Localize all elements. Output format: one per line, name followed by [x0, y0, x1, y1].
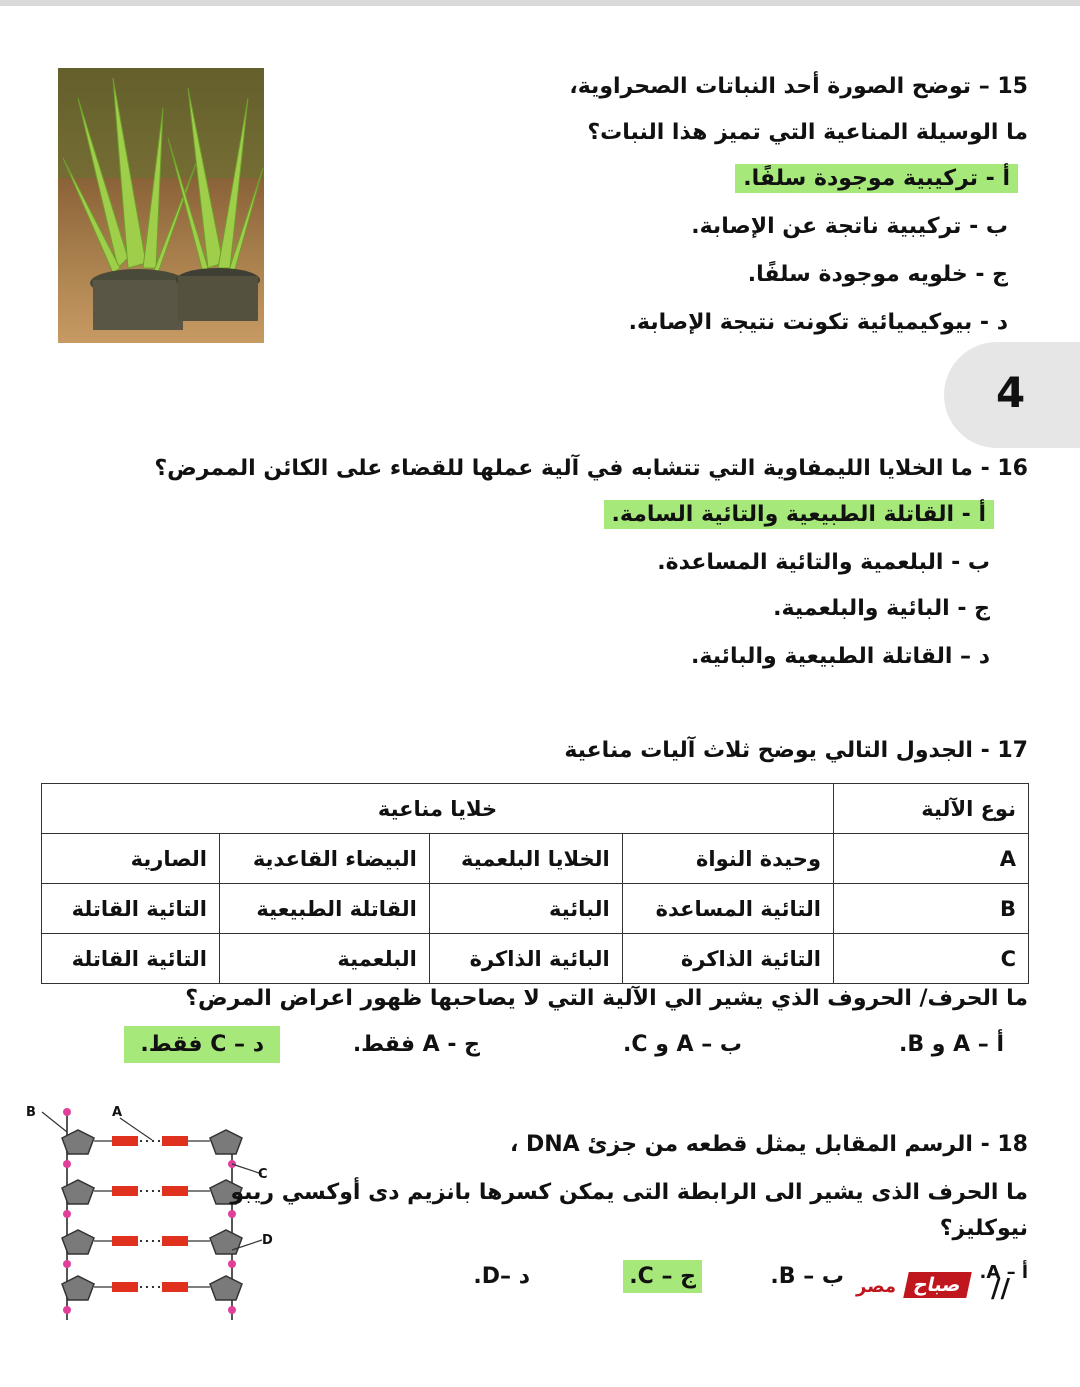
dna-segment-diagram	[22, 1100, 292, 1330]
table-cell: الخلايا البلعمية	[429, 834, 622, 884]
q16-option-d[interactable]: د – القاتلة الطبيعية والبائية.	[691, 644, 990, 669]
table-cell: التائية القاتلة	[42, 884, 220, 934]
table-row	[42, 834, 1029, 884]
q17-option-a[interactable]: أ – A و B.	[898, 1032, 1004, 1057]
q17-intro: 17 - الجدول التالي يوضح ثلاث آليات مناعية	[564, 738, 1028, 763]
diagram-label-c: C	[258, 1167, 268, 1182]
watermark-word-sabah: صباح	[903, 1272, 971, 1298]
table-cell: البائية	[429, 884, 622, 934]
q17-option-d[interactable]	[124, 1032, 280, 1057]
page-number-tab	[944, 342, 1080, 448]
table-cell: القاتلة الطبيعية	[220, 884, 430, 934]
q18-line2: ما الحرف الذى يشير الى الرابطة التى يمكن كسرها بانزيم دى أوكسي ريبو	[230, 1180, 1028, 1205]
page-number: 4	[996, 368, 1026, 417]
q15-option-b[interactable]: ب - تركيبية ناتجة عن الإصابة.	[691, 214, 1008, 239]
nitrogen-bases	[112, 1136, 188, 1292]
q17-question: ما الحرف/ الحروف الذي يشير الي الآلية التي لا يصاحبها ظهور اعراض المرض؟	[185, 986, 1028, 1011]
watermark-word-masr: مصر	[856, 1276, 897, 1297]
q18-option-d[interactable]: د –D.	[473, 1264, 530, 1289]
aloe-plant-photo	[58, 68, 264, 343]
q15-option-d[interactable]: د - بيوكيميائية تكونت نتيجة الإصابة.	[628, 310, 1008, 335]
table-header-row	[42, 784, 1029, 834]
q18-option-a[interactable]: أ – A.	[979, 1262, 1028, 1283]
q15-option-a[interactable]	[735, 162, 1018, 196]
table-cell: التائية الذاكرة	[622, 934, 833, 984]
q18-option-c[interactable]	[623, 1264, 702, 1289]
sugar-pentagons	[62, 1130, 242, 1300]
table-row	[42, 884, 1029, 934]
table-cell: البلعمية	[220, 934, 430, 984]
q16-option-c[interactable]: ج - البائية والبلعمية.	[773, 596, 990, 621]
mechanisms-table	[41, 783, 1029, 984]
q18-option-b[interactable]: ب – B.	[770, 1264, 844, 1289]
table-cell: وحيدة النواة	[622, 834, 833, 884]
row-label-a: A	[834, 834, 1029, 884]
header-mechanism-type: نوع الآلية	[834, 784, 1029, 834]
q17-option-b[interactable]: ب – A و C.	[623, 1032, 742, 1057]
q16-option-a[interactable]	[604, 498, 994, 532]
aloe-plant-icon	[58, 68, 264, 343]
logo-slash-icon: //	[991, 1274, 1010, 1304]
row-label-c: C	[834, 934, 1029, 984]
q15-option-a-text: أ - تركيبية موجودة سلفًا.	[735, 164, 1018, 193]
q15-option-c[interactable]: ج - خلويه موجودة سلفًا.	[747, 262, 1008, 287]
top-edge-bar	[0, 0, 1080, 6]
header-immune-cells: خلايا مناعية	[42, 784, 834, 834]
q17-option-d-text: د – C فقط.	[124, 1026, 280, 1063]
q16-option-b[interactable]: ب - البلعمية والتائية المساعدة.	[657, 550, 990, 575]
diagram-label-a: A	[112, 1105, 123, 1120]
q15-line1: 15 – توضح الصورة أحد النباتات الصحراوية،	[569, 74, 1028, 99]
table-cell: الصارية	[42, 834, 220, 884]
q18-line1: 18 - الرسم المقابل يمثل قطعه من جزئ DNA ،	[509, 1132, 1028, 1157]
q17-option-c[interactable]: ج - A فقط.	[352, 1032, 480, 1057]
q16-question: 16 - ما الخلايا الليمفاوية التي تتشابه في آلية عملها للقضاء على الكائن الممرض؟	[154, 456, 1028, 481]
q18-option-c-text: ج – C.	[623, 1260, 702, 1293]
q16-option-a-text: أ - القاتلة الطبيعية والتائية السامة.	[604, 500, 994, 529]
row-label-b: B	[834, 884, 1029, 934]
table-cell: البيضاء القاعدية	[220, 834, 430, 884]
q15-line2: ما الوسيلة المناعية التي تميز هذا النبات؟	[587, 120, 1028, 145]
table-cell: التائية المساعدة	[622, 884, 833, 934]
diagram-label-b: B	[26, 1105, 36, 1120]
table-cell: التائية القاتلة	[42, 934, 220, 984]
q18-line3: نيوكليز؟	[939, 1216, 1028, 1241]
table-cell: البائية الذاكرة	[429, 934, 622, 984]
diagram-label-d: D	[262, 1233, 273, 1248]
table-row	[42, 934, 1029, 984]
